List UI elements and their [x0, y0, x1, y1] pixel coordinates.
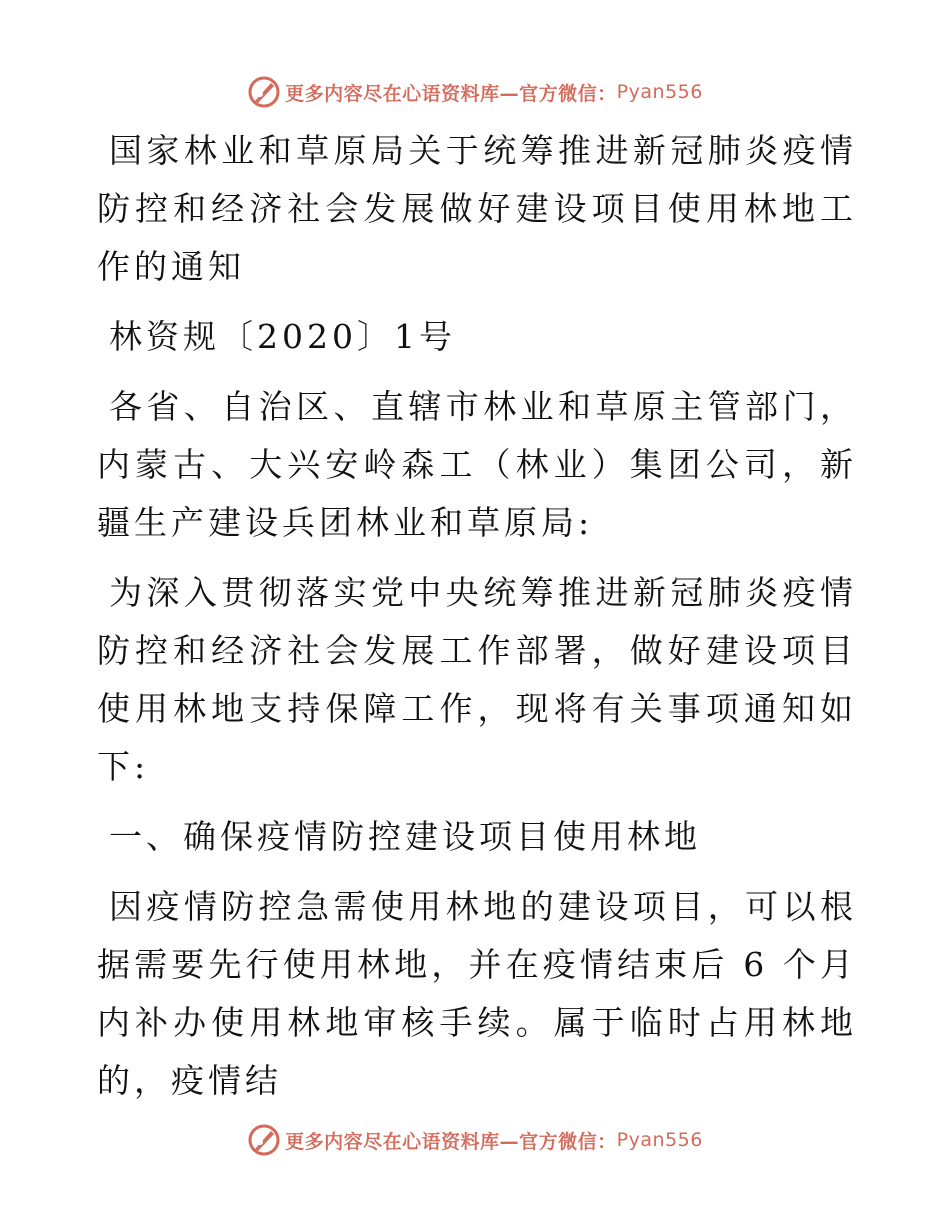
addressees-paragraph: 各省、自治区、直辖市林业和草原主管部门，内蒙古、大兴安岭森工（林业）集团公司，新疆生产建设兵团林业和草原局:	[97, 387, 857, 542]
document-title: 国家林业和草原局关于统筹推进新冠肺炎疫情防控和经济社会发展做好建设项目使用林地工作的通知	[97, 131, 857, 286]
quill-logo-icon	[247, 75, 281, 109]
watermark-footer	[0, 1120, 950, 1160]
watermark-wechat-id: Pyan556	[616, 81, 703, 103]
section-body-paragraph: 因疫情防控急需使用林地的建设项目，可以根据需要先行使用林地，并在疫情结束后 6 个月内补办使用林地审核手续。属于临时占用林地的，疫情结	[97, 887, 857, 1100]
watermark-text: 更多内容尽在心语资料库—官方微信：	[285, 82, 617, 105]
document-number: 林资规〔2020〕1号	[109, 317, 456, 356]
section-heading: 一、确保疫情防控建设项目使用林地	[109, 817, 701, 856]
watermark-wechat-id: Pyan556	[616, 1129, 703, 1151]
watermark-text: 更多内容尽在心语资料库—官方微信：	[285, 1130, 617, 1153]
watermark-header	[0, 72, 950, 112]
intro-paragraph: 为深入贯彻落实党中央统筹推进新冠肺炎疫情防控和经济社会发展工作部署，做好建设项目使用林地支持保障工作，现将有关事项通知如下:	[97, 573, 857, 786]
document-body	[97, 122, 857, 1122]
quill-logo-icon	[247, 1123, 281, 1157]
